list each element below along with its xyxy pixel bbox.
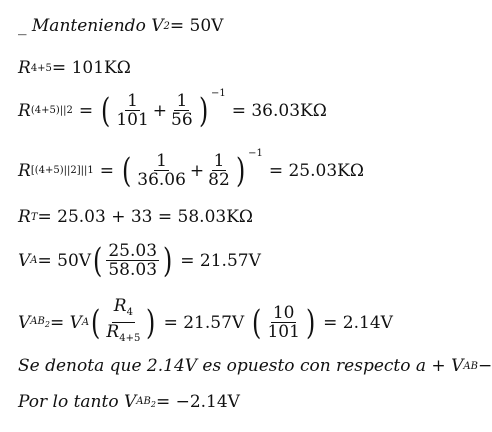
subscript: A bbox=[30, 255, 38, 266]
right-paren: ) bbox=[146, 302, 156, 343]
denominator: 36.06 bbox=[137, 170, 186, 190]
exponent: −1 bbox=[248, 148, 263, 159]
sub: 4+5 bbox=[119, 333, 141, 344]
denominator: 56 bbox=[171, 110, 193, 130]
note-tail: − bbox=[477, 356, 492, 376]
exponent: −1 bbox=[210, 88, 226, 99]
subscript: [(4+5)||2]||1 bbox=[30, 165, 94, 176]
result: = 36.03KΩ bbox=[231, 100, 327, 121]
line-r-total-parallel-1 bbox=[18, 148, 370, 191]
numerator: 1 bbox=[213, 151, 225, 171]
symbol-r: R bbox=[18, 100, 31, 121]
symbol-r: R bbox=[18, 58, 31, 78]
line-rt bbox=[18, 207, 253, 227]
subscript-2: 2 bbox=[44, 320, 50, 329]
r: R bbox=[106, 322, 120, 342]
value: = 25.03 + 33 = 58.03KΩ bbox=[37, 207, 253, 227]
result: = 21.57V bbox=[180, 250, 261, 271]
numerator bbox=[112, 297, 135, 323]
symbol-v: V bbox=[18, 250, 31, 271]
subscript bbox=[136, 396, 156, 409]
numerator: 1 bbox=[156, 151, 167, 171]
result: = 2.14V bbox=[323, 312, 393, 333]
value: = 50V bbox=[37, 250, 92, 271]
plus: + bbox=[189, 160, 205, 181]
left-paren: ( bbox=[93, 240, 103, 281]
fraction bbox=[106, 242, 159, 279]
subscript: 2 bbox=[163, 20, 170, 32]
mid-value: = 21.57V bbox=[163, 312, 245, 333]
plus: + bbox=[152, 100, 168, 121]
text-prefix: _ Manteniendo V bbox=[18, 16, 164, 36]
fraction-1 bbox=[114, 92, 150, 129]
value: = 101KΩ bbox=[51, 58, 131, 78]
r: R bbox=[113, 296, 127, 316]
denominator: 82 bbox=[208, 170, 230, 190]
subscript-ab: AB bbox=[30, 316, 45, 327]
fraction-2 bbox=[169, 92, 195, 129]
right-paren: ) bbox=[163, 240, 173, 281]
right-paren: ) bbox=[198, 90, 208, 131]
left-paren: ( bbox=[101, 90, 111, 131]
symbol-r: R bbox=[18, 207, 31, 227]
numerator: 1 bbox=[127, 91, 138, 111]
line-maintaining-v2 bbox=[18, 16, 223, 36]
result: = 25.03KΩ bbox=[268, 160, 364, 181]
symbol-v: V bbox=[18, 312, 31, 333]
subscript: 4+5 bbox=[30, 62, 52, 74]
denominator: 101 bbox=[267, 322, 300, 342]
numerator: 10 bbox=[272, 303, 295, 323]
symbol-r: R bbox=[18, 160, 31, 181]
denominator: 58.03 bbox=[108, 260, 158, 280]
equals: = bbox=[78, 100, 94, 121]
conclusion-tail: = −2.14V bbox=[155, 392, 240, 412]
line-vab2 bbox=[18, 297, 399, 348]
left-paren: ( bbox=[91, 302, 101, 343]
equals: = bbox=[99, 160, 114, 181]
subscript-ab: AB bbox=[136, 395, 151, 407]
equals-va: = V bbox=[49, 312, 82, 333]
sub: 4 bbox=[126, 307, 133, 318]
fraction-2 bbox=[265, 304, 301, 341]
right-paren: ) bbox=[235, 150, 246, 191]
line-note bbox=[18, 356, 492, 376]
fraction-2 bbox=[206, 152, 232, 189]
fraction-r bbox=[104, 297, 142, 348]
subscript-2: 2 bbox=[150, 399, 156, 409]
subscript: AB bbox=[463, 360, 478, 372]
denominator bbox=[104, 323, 142, 348]
subscript: T bbox=[30, 211, 38, 223]
fraction-1 bbox=[135, 152, 188, 189]
right-paren-2: ) bbox=[305, 302, 316, 343]
subscript-a: A bbox=[81, 317, 90, 328]
line-r45-parallel-2 bbox=[18, 88, 333, 131]
left-paren: ( bbox=[121, 150, 132, 191]
conclusion-text: Por lo tanto V bbox=[18, 392, 137, 412]
numerator: 1 bbox=[176, 91, 188, 111]
text-rest: = 50V bbox=[169, 16, 224, 36]
line-r45 bbox=[18, 58, 131, 78]
subscript bbox=[30, 316, 50, 329]
line-va bbox=[18, 242, 267, 279]
numerator: 25.03 bbox=[108, 241, 158, 261]
note-text: Se denota que 2.14V es opuesto con respecto a + V bbox=[18, 356, 464, 376]
left-paren-2: ( bbox=[252, 302, 262, 343]
subscript: (4+5)||2 bbox=[30, 105, 73, 116]
denominator: 101 bbox=[116, 110, 149, 130]
line-conclusion bbox=[18, 392, 240, 412]
